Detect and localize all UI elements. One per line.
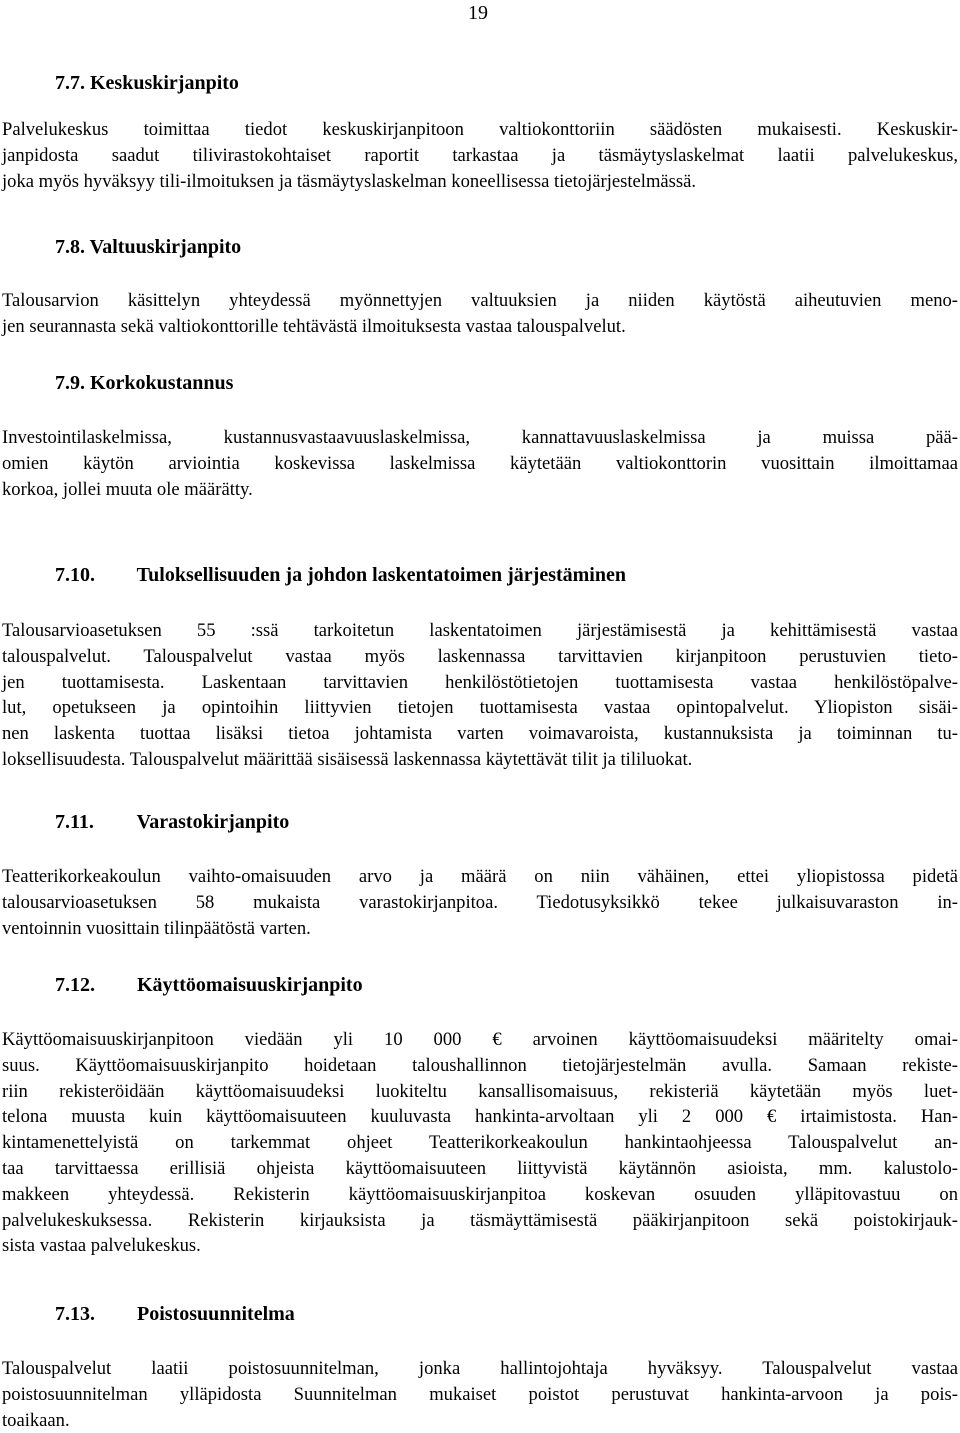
section-number: 7.8.	[55, 236, 85, 258]
paragraph-line: toaikaan.	[2, 1409, 70, 1431]
paragraph-line: talouspalvelut. Talouspalvelut vastaa myös laskennassa tarvittavien kirjanpitoon perustuvien tieto-	[2, 645, 958, 667]
paragraph-line: palvelukeskuksessa. Rekisterin kirjauksista ja täsmäyttämisestä pääkirjanpitoon sekä poistokirjauk-	[2, 1209, 958, 1231]
section-title: Korkokustannus	[90, 372, 234, 394]
paragraph-line: poistosuunnitelman ylläpidosta Suunnitelman mukaiset poistot perustuvat hankinta-arvoon ja pois-	[2, 1383, 958, 1405]
paragraph-line: suus. Käyttöomaisuuskirjanpito hoidetaan taloushallinnon tietojärjestelmän avulla. Samaan rekiste-	[2, 1054, 958, 1076]
paragraph-line: korkoa, jollei muuta ole määrätty.	[2, 478, 253, 500]
section-number: 7.12.	[55, 974, 95, 996]
section-title: Varastokirjanpito	[136, 811, 290, 833]
paragraph-line: lut, opetukseen ja opintoihin liittyvien tietojen tuottamisesta vastaa opintopalvelut. Yliopiston sisäi-	[2, 697, 958, 719]
paragraph-line: jen seurannasta sekä valtiokonttorille tehtävästä ilmoituksesta vastaa talouspalvelut.	[2, 315, 626, 337]
paragraph-line: taa tarvittaessa erillisiä ohjeista käyttöomaisuuteen liittyvistä käytännön asioista, mm. kalustolo-	[2, 1157, 958, 1179]
paragraph-line: kintamenettelyistä on tarkemmat ohjeet Teatterikorkeakoulun hankintaohjeessa Talouspalvelut an-	[2, 1132, 958, 1154]
section-number: 7.7.	[55, 72, 85, 94]
section-title: Käyttöomaisuuskirjanpito	[137, 974, 363, 996]
paragraph-line: Talousarvioasetuksen 55 :ssä tarkoitetun laskentatoimen järjestämisestä ja kehittämisestä vastaa	[2, 620, 958, 641]
section-title: Tuloksellisuuden ja johdon laskentatoimen järjestäminen	[136, 564, 626, 586]
paragraph-line: jen tuottamisesta. Laskentaan tarvittavien henkilöstötietojen tuottamisesta vastaa henkilöstöpalve-	[2, 671, 958, 693]
paragraph-7-9	[2, 425, 958, 502]
paragraph-line: telona muusta kuin käyttöomaisuuteen kuuluvasta hankinta-arvoltaan yli 2 000 € irtaimistosta. Han-	[2, 1106, 958, 1128]
section-heading-7-12	[55, 972, 363, 998]
paragraph-line: Käyttöomaisuuskirjanpitoon viedään yli 10 000 € arvoinen käyttöomaisuudeksi määritelty omai-	[2, 1029, 958, 1050]
section-title: Valtuuskirjanpito	[89, 236, 242, 258]
paragraph-line: nen laskenta tuottaa lisäksi tietoa johtamista varten voimavaroista, kustannuksista ja toiminnan tu-	[2, 723, 958, 745]
paragraph-line: Palvelukeskus toimittaa tiedot keskuskirjanpitoon valtiokonttoriin säädösten mukaisesti. Keskuskir-	[2, 119, 958, 140]
section-number: 7.11.	[55, 811, 94, 833]
paragraph-line: Talouspalvelut laatii poistosuunnitelman, jonka hallintojohtaja hyväksyy. Talouspalvelut vastaa	[2, 1358, 958, 1379]
page-number: 19	[468, 2, 488, 24]
section-number: 7.13.	[55, 1303, 95, 1325]
paragraph-7-11	[2, 864, 958, 941]
section-heading-7-10	[55, 562, 626, 588]
paragraph-line: ventoinnin vuosittain tilinpäätöstä varten.	[2, 917, 311, 939]
paragraph-7-7	[2, 117, 958, 194]
paragraph-line: riin rekisteröidään käyttöomaisuudeksi luokiteltu kansallisomaisuus, rekisteriä käytetään myös luet-	[2, 1080, 958, 1102]
section-heading-7-7	[55, 70, 239, 96]
section-number: 7.9.	[55, 372, 85, 394]
section-title: Keskuskirjanpito	[90, 72, 239, 94]
paragraph-line: loksellisuudesta. Talouspalvelut määrittää sisäisessä laskennassa käytettävät tilit ja tililuokat.	[2, 748, 693, 770]
section-heading-7-11	[55, 809, 289, 835]
paragraph-line: Talousarvion käsittelyn yhteydessä myönnettyjen valtuuksien ja niiden käytöstä aiheutuvien meno-	[2, 290, 958, 311]
section-number: 7.10.	[55, 564, 95, 586]
paragraph-line: sista vastaa palvelukeskus.	[2, 1235, 201, 1257]
paragraph-7-8	[2, 288, 958, 340]
paragraph-line: Investointilaskelmissa, kustannusvastaavuuslaskelmissa, kannattavuuslaskelmissa ja muissa pää-	[2, 427, 958, 448]
paragraph-7-13	[2, 1356, 958, 1433]
paragraph-line: talousarvioasetuksen 58 mukaista varastokirjanpitoa. Tiedotusyksikkö tekee julkaisuvaraston in-	[2, 891, 958, 913]
paragraph-7-10	[2, 618, 958, 773]
section-title: Poistosuunnitelma	[137, 1303, 295, 1325]
section-heading-7-9	[55, 370, 233, 396]
paragraph-line: omien käytön arviointia koskevissa laskelmissa käytetään valtiokonttorin vuosittain ilmoittamaa	[2, 452, 958, 474]
paragraph-7-12	[2, 1027, 958, 1259]
paragraph-line: Teatterikorkeakoulun vaihto-omaisuuden arvo ja määrä on niin vähäinen, ettei yliopistossa pidetä	[2, 866, 958, 887]
paragraph-line: makkeen yhteydessä. Rekisterin käyttöomaisuuskirjanpitoa koskevan osuuden ylläpitovastuu on	[2, 1183, 958, 1205]
section-heading-7-13	[55, 1301, 295, 1327]
section-heading-7-8	[55, 234, 241, 260]
paragraph-line: janpidosta saadut tilivirastokohtaiset raportit tarkastaa ja täsmäytyslaskelmat laatii palvelukeskus,	[2, 144, 958, 166]
paragraph-line: joka myös hyväksyy tili-ilmoituksen ja täsmäytyslaskelman koneellisessa tietojärjestelmässä.	[2, 170, 697, 192]
